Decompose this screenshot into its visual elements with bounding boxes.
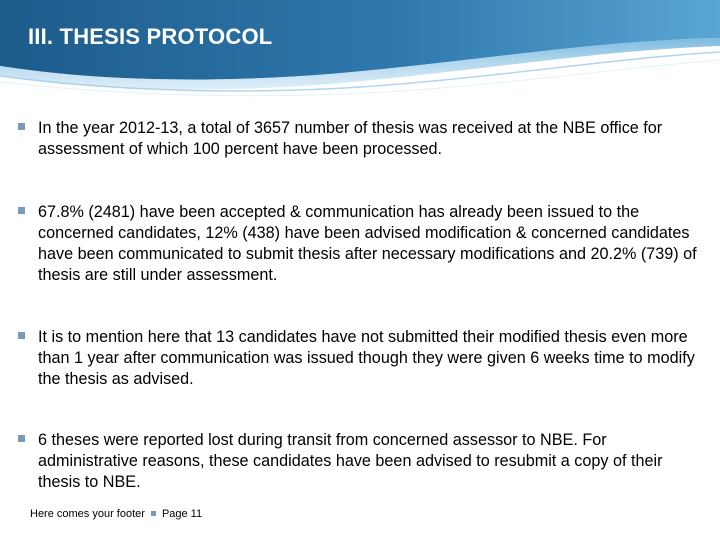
square-bullet-icon [18, 332, 25, 339]
header-banner [0, 0, 720, 110]
bullet-item [18, 327, 708, 390]
page-number: Page 11 [161, 508, 203, 520]
square-bullet-icon [18, 435, 25, 442]
footer [30, 508, 202, 520]
bullet-item [18, 118, 708, 160]
bullet-item [18, 202, 708, 286]
square-bullet-icon [18, 123, 25, 130]
square-bullet-icon [18, 207, 25, 214]
bullet-text: 6 theses were reported lost during transit from concerned assessor to NBE. For administrative reasons, these candidates have been advised to resubmit a copy of their thesis to NBE. [38, 431, 663, 491]
bullet-text: It is to mention here that 13 candidates have not submitted their modified thesis even more than 1 year after communication was issued though they were given 6 weeks time to modify the thesis as advised. [38, 328, 695, 388]
bullet-text: 67.8% (2481) have been accepted & communication has already been issued to the concerned candidates, 12% (438) have been advised modification & concerned candidates have been communicated to submit thesis after necessary modifications and 20.2% (739) of thesis are still under assessment. [38, 203, 697, 284]
square-separator-icon [151, 511, 156, 516]
slide-title: III. THESIS PROTOCOL [28, 24, 273, 49]
footer-text: Here comes your footer [30, 508, 145, 520]
bullet-text: In the year 2012-13, a total of 3657 number of thesis was received at the NBE office for assessment of which 100 percent have been processed. [38, 119, 663, 158]
bullet-item [18, 430, 708, 493]
